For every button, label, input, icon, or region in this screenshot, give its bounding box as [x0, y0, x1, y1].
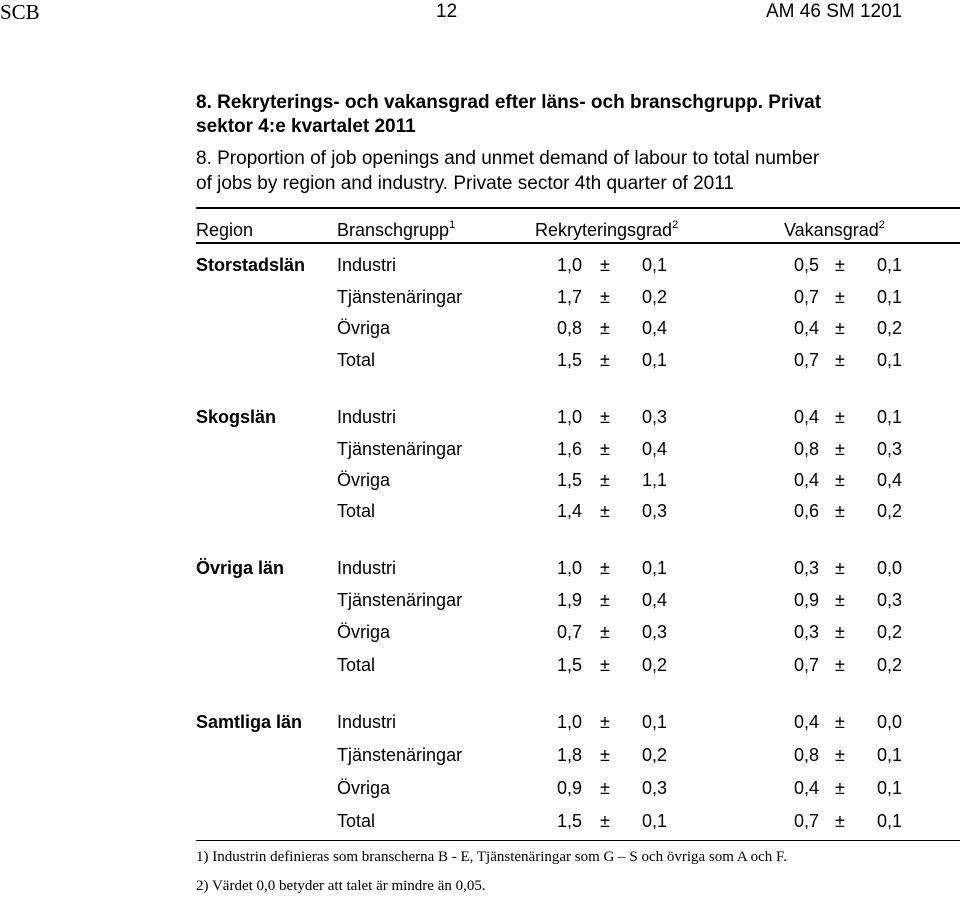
rekryteringsgrad-margin: 0,1: [642, 558, 668, 578]
rekryteringsgrad-margin: 0,2: [642, 655, 668, 675]
rekryteringsgrad-margin: 0,3: [642, 778, 668, 798]
rekryteringsgrad-value: 1,0: [557, 255, 583, 275]
rekryteringsgrad-value: 1,9: [557, 590, 583, 610]
rekryteringsgrad-value: 1,7: [557, 287, 583, 307]
vakansgrad-margin: 0,2: [877, 622, 903, 642]
vakansgrad-margin: 0,0: [877, 558, 903, 578]
plus-minus-sign: ±: [600, 622, 610, 642]
rekryteringsgrad-margin: 0,4: [642, 590, 668, 610]
branch-cell: Industri: [337, 255, 397, 275]
page-number: 12: [436, 1, 458, 22]
rekryteringsgrad-margin: 1,1: [642, 470, 668, 490]
rekryteringsgrad-value: 1,0: [557, 712, 583, 732]
header-left: SCB: [0, 0, 40, 24]
rekryteringsgrad-value: 1,5: [557, 655, 583, 675]
vakansgrad-value: 0,5: [794, 255, 820, 275]
title-en-line2: of jobs by region and industry. Private sector 4th quarter of 2011: [196, 173, 734, 194]
branch-cell: Industri: [337, 558, 397, 578]
vakansgrad-value: 0,6: [794, 501, 820, 521]
plus-minus-sign: ±: [835, 712, 845, 732]
plus-minus-sign: ±: [600, 558, 610, 578]
branch-cell: Total: [337, 811, 376, 831]
rekryteringsgrad-margin: 0,3: [642, 407, 668, 427]
vakansgrad-margin: 0,2: [877, 655, 903, 675]
plus-minus-sign: ±: [600, 655, 610, 675]
rekryteringsgrad-value: 1,4: [557, 501, 583, 521]
rekryteringsgrad-value: 0,7: [557, 622, 583, 642]
vakansgrad-value: 0,7: [794, 655, 820, 675]
plus-minus-sign: ±: [835, 655, 845, 675]
plus-minus-sign: ±: [600, 287, 610, 307]
plus-minus-sign: ±: [835, 287, 845, 307]
rekryteringsgrad-value: 1,6: [557, 439, 583, 459]
branch-cell: Tjänstenäringar: [337, 439, 463, 459]
plus-minus-sign: ±: [835, 407, 845, 427]
plus-minus-sign: ±: [600, 470, 610, 490]
vakansgrad-value: 0,7: [794, 350, 820, 370]
header-right: AM 46 SM 1201: [766, 1, 903, 22]
vakansgrad-value: 0,3: [794, 622, 820, 642]
table-bottom-rule: [196, 840, 960, 841]
vakansgrad-value: 0,8: [794, 745, 820, 765]
plus-minus-sign: ±: [600, 501, 610, 521]
plus-minus-sign: ±: [835, 778, 845, 798]
rekryteringsgrad-margin: 0,4: [642, 439, 668, 459]
rekryteringsgrad-margin: 0,2: [642, 287, 668, 307]
vakansgrad-value: 0,9: [794, 590, 820, 610]
branch-cell: Total: [337, 501, 376, 521]
vakansgrad-value: 0,4: [794, 407, 820, 427]
footnote-ref-2: 2: [878, 219, 885, 231]
rekryteringsgrad-value: 1,5: [557, 350, 583, 370]
rekryteringsgrad-margin: 0,1: [642, 811, 668, 831]
rekryteringsgrad-margin: 0,3: [642, 501, 668, 521]
plus-minus-sign: ±: [600, 811, 610, 831]
vakansgrad-margin: 0,1: [877, 255, 903, 275]
branch-cell: Övriga: [337, 778, 391, 798]
rekryteringsgrad-value: 0,8: [557, 318, 583, 338]
vakansgrad-margin: 0,4: [877, 470, 903, 490]
vakansgrad-margin: 0,1: [877, 287, 903, 307]
branch-cell: Tjänstenäringar: [337, 590, 463, 610]
plus-minus-sign: ±: [835, 470, 845, 490]
plus-minus-sign: ±: [600, 590, 610, 610]
vakansgrad-margin: 0,2: [877, 318, 903, 338]
header-rule: [196, 242, 960, 244]
col-header-region: Region: [196, 220, 254, 240]
plus-minus-sign: ±: [600, 778, 610, 798]
vakansgrad-margin: 0,1: [877, 811, 903, 831]
vakansgrad-margin: 0,0: [877, 712, 903, 732]
vakansgrad-margin: 0,3: [877, 439, 903, 459]
rekryteringsgrad-value: 1,8: [557, 745, 583, 765]
vakansgrad-margin: 0,1: [877, 350, 903, 370]
rekryteringsgrad-value: 1,0: [557, 407, 583, 427]
region-label: Storstadslän: [196, 255, 306, 275]
branch-cell: Övriga: [337, 318, 391, 338]
plus-minus-sign: ±: [600, 407, 610, 427]
rekryteringsgrad-value: 1,5: [557, 470, 583, 490]
plus-minus-sign: ±: [835, 439, 845, 459]
region-label: Övriga län: [196, 558, 285, 578]
footnote-ref-2: 2: [672, 219, 679, 231]
rekryteringsgrad-margin: 0,1: [642, 350, 668, 370]
rekryteringsgrad-margin: 0,3: [642, 622, 668, 642]
plus-minus-sign: ±: [600, 712, 610, 732]
vakansgrad-value: 0,4: [794, 470, 820, 490]
rekryteringsgrad-margin: 0,4: [642, 318, 668, 338]
vakansgrad-margin: 0,2: [877, 501, 903, 521]
plus-minus-sign: ±: [600, 745, 610, 765]
table-top-rule: [196, 207, 960, 209]
title-en-line1: 8. Proportion of job openings and unmet demand of labour to total number: [196, 148, 820, 169]
plus-minus-sign: ±: [835, 558, 845, 578]
vakansgrad-value: 0,8: [794, 439, 820, 459]
plus-minus-sign: ±: [600, 255, 610, 275]
region-label: Skogslän: [196, 407, 277, 427]
vakansgrad-margin: 0,3: [877, 590, 903, 610]
rekryteringsgrad-value: 1,5: [557, 811, 583, 831]
branch-cell: Tjänstenäringar: [337, 745, 463, 765]
vakansgrad-value: 0,4: [794, 712, 820, 732]
plus-minus-sign: ±: [835, 350, 845, 370]
plus-minus-sign: ±: [835, 745, 845, 765]
branch-cell: Övriga: [337, 622, 391, 642]
branch-cell: Industri: [337, 407, 397, 427]
plus-minus-sign: ±: [835, 811, 845, 831]
title-sv-line1: 8. Rekryterings- och vakansgrad efter läns- och branschgrupp. Privat: [196, 92, 822, 113]
vakansgrad-value: 0,3: [794, 558, 820, 578]
rekryteringsgrad-value: 0,9: [557, 778, 583, 798]
branch-cell: Total: [337, 350, 376, 370]
plus-minus-sign: ±: [600, 318, 610, 338]
branch-cell: Industri: [337, 712, 397, 732]
rekryteringsgrad-margin: 0,1: [642, 712, 668, 732]
vakansgrad-margin: 0,1: [877, 407, 903, 427]
plus-minus-sign: ±: [835, 318, 845, 338]
vakansgrad-margin: 0,1: [877, 745, 903, 765]
plus-minus-sign: ±: [835, 255, 845, 275]
region-label: Samtliga län: [196, 712, 303, 732]
branch-cell: Övriga: [337, 470, 391, 490]
plus-minus-sign: ±: [835, 590, 845, 610]
vakansgrad-value: 0,7: [794, 287, 820, 307]
footnote-2: 2) Värdet 0,0 betyder att talet är mindre än 0,05.: [196, 878, 486, 894]
rekryteringsgrad-margin: 0,2: [642, 745, 668, 765]
branch-cell: Total: [337, 655, 376, 675]
plus-minus-sign: ±: [835, 622, 845, 642]
title-sv-line2: sektor 4:e kvartalet 2011: [196, 116, 416, 137]
vakansgrad-margin: 0,1: [877, 778, 903, 798]
branch-cell: Tjänstenäringar: [337, 287, 463, 307]
vakansgrad-value: 0,4: [794, 318, 820, 338]
col-header-rekryteringsgrad: Rekryteringsgrad$^2$: [535, 219, 679, 240]
col-header-vakansgrad: Vakansgrad$^2$: [784, 219, 885, 240]
footnote-ref-1: 1: [449, 219, 456, 231]
vakansgrad-value: 0,7: [794, 811, 820, 831]
plus-minus-sign: ±: [835, 501, 845, 521]
rekryteringsgrad-margin: 0,1: [642, 255, 668, 275]
plus-minus-sign: ±: [600, 350, 610, 370]
footnote-1: 1) Industrin definieras som branscherna B - E, Tjänstenäringar som G – S och övriga som A och F.: [196, 849, 787, 865]
vakansgrad-value: 0,4: [794, 778, 820, 798]
plus-minus-sign: ±: [600, 439, 610, 459]
col-header-branch: Branschgrupp$^1$: [337, 219, 456, 240]
rekryteringsgrad-value: 1,0: [557, 558, 583, 578]
